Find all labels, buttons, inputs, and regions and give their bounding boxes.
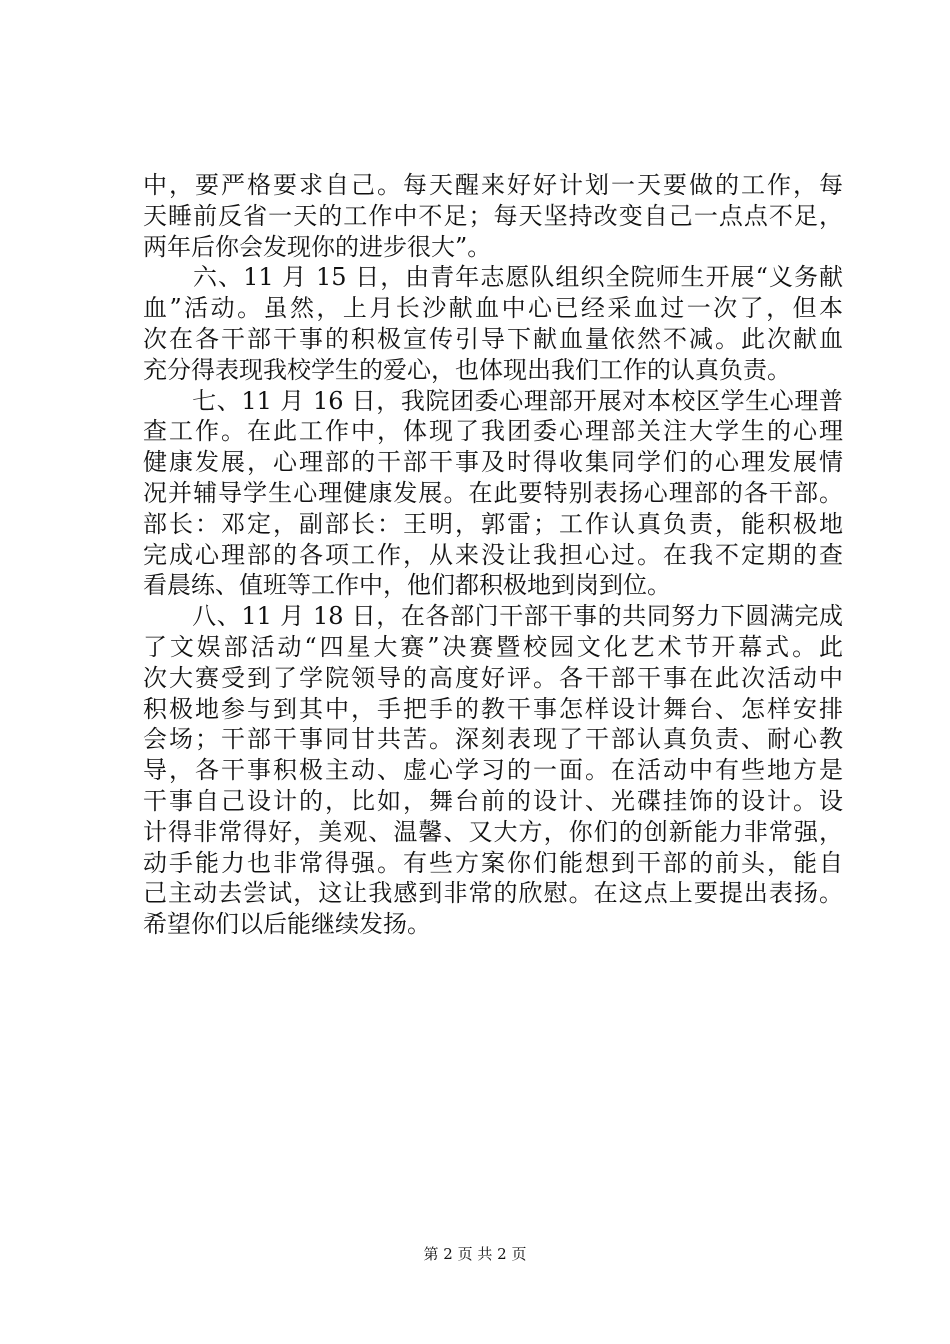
document-body bbox=[143, 170, 843, 940]
text-line: 看晨练、值班等工作中，他们都积极地到岗到位。 bbox=[143, 571, 671, 600]
text-line: 导，各干事积极主动、虚心学习的一面。在活动中有些地方是 bbox=[143, 756, 843, 785]
text-line: 动手能力也非常得强。有些方案你们能想到干部的前头，能自 bbox=[143, 848, 843, 877]
text-line: 两年后你会发现你的进步很大”。 bbox=[143, 232, 492, 261]
text-line: 会场；干部干事同甘共苦。深刻表现了干部认真负责、耐心教 bbox=[143, 725, 843, 754]
text-line: 健康发展，心理部的干部干事及时得收集同学们的心理发展情 bbox=[143, 448, 843, 477]
text-line: 七、11 月 16 日，我院团委心理部开展对本校区学生心理普 bbox=[143, 386, 843, 415]
text-line: 次大赛受到了学院领导的高度好评。各干部干事在此次活动中 bbox=[143, 663, 843, 692]
text-line: 八、11 月 18 日，在各部门干部干事的共同努力下圆满完成 bbox=[143, 602, 843, 631]
text-line: 充分得表现我校学生的爱心，也体现出我们工作的认真负责。 bbox=[143, 355, 791, 384]
text-line: 计得非常得好，美观、温馨、又大方，你们的创新能力非常强， bbox=[143, 817, 843, 846]
text-line: 六、11 月 15 日，由青年志愿队组织全院师生开展“义务献 bbox=[143, 263, 843, 292]
text-line: 希望你们以后能继续发扬。 bbox=[143, 910, 431, 939]
text-line: 中，要严格要求自己。每天醒来好好计划一天要做的工作，每 bbox=[143, 171, 843, 199]
text-line: 况并辅导学生心理健康发展。在此要特别表扬心理部的各干部。 bbox=[143, 478, 843, 507]
text-line: 己主动去尝试，这让我感到非常的欣慰。在这点上要提出表扬。 bbox=[143, 879, 843, 908]
text-line: 查工作。在此工作中，体现了我团委心理部关注大学生的心理 bbox=[143, 417, 843, 446]
text-line: 部长：邓定，副部长：王明，郭雷；工作认真负责，能积极地 bbox=[143, 509, 843, 538]
text-line: 次在各干部干事的积极宣传引导下献血量依然不减。此次献血 bbox=[143, 324, 843, 353]
page-footer: 第 2 页 共 2 页 bbox=[423, 1245, 527, 1263]
text-line: 血”活动。虽然，上月长沙献血中心已经采血过一次了，但本 bbox=[143, 294, 843, 323]
text-line: 积极地参与到其中，手把手的教干事怎样设计舞台、怎样安排 bbox=[143, 694, 843, 723]
text-line: 完成心理部的各项工作，从来没让我担心过。在我不定期的查 bbox=[143, 540, 843, 569]
text-line: 干事自己设计的，比如，舞台前的设计、光碟挂饰的设计。设 bbox=[143, 786, 843, 815]
text-line: 了文娱部活动“四星大赛”决赛暨校园文化艺术节开幕式。此 bbox=[143, 632, 843, 661]
text-line: 天睡前反省一天的工作中不足；每天坚持改变自己一点点不足， bbox=[143, 201, 843, 230]
